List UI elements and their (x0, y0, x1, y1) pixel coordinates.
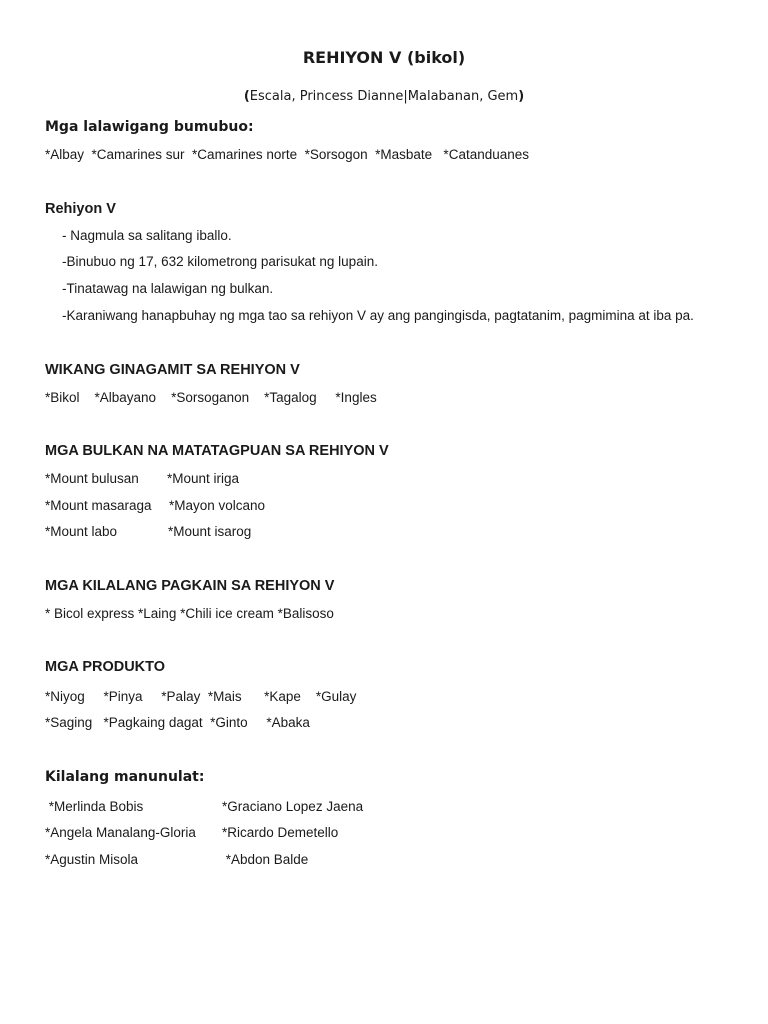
products-row: *Niyog *Pinya *Palay *Mais *Kape *Gulay (45, 689, 357, 704)
region-fact: -Tinatawag na lalawigan ng bulkan. (62, 281, 274, 296)
region-fact: -Karaniwang hanapbuhay ng mga tao sa rehiyon V ay ang pangingisda, pagtatanim, pagmimina at iba pa. (62, 308, 694, 323)
document-title: REHIYON V (bikol) (302, 48, 466, 67)
authors-close-paren: ) (518, 89, 525, 104)
authors-line (0, 90, 768, 103)
writer-item: *Merlinda Bobis (45, 799, 144, 814)
foods-heading: MGA KILALANG PAGKAIN SA REHIYON V (45, 578, 335, 594)
volcano-item: *Mount bulusan (45, 471, 139, 486)
products-row: *Saging *Pagkaing dagat *Ginto *Abaka (45, 715, 310, 730)
writer-item: *Abdon Balde (222, 852, 309, 867)
region-fact: - Nagmula sa salitang iballo. (62, 228, 232, 243)
writer-item: *Ricardo Demetello (222, 825, 339, 840)
products-heading: MGA PRODUKTO (45, 659, 166, 675)
volcanoes-heading: MGA BULKAN NA MATATAGPUAN SA REHIYON V (45, 443, 389, 459)
provinces-heading: Mga lalawigang bumubuo: (45, 119, 254, 135)
languages-list: *Bikol *Albayano *Sorsoganon *Tagalog *Ingles (45, 390, 377, 405)
volcano-item: *Mount masaraga (45, 498, 152, 513)
volcano-item: *Mount labo (45, 524, 118, 539)
authors-names: Escala, Princess Dianne|Malabanan, Gem (249, 89, 519, 104)
writer-item: *Angela Manalang-Gloria (45, 825, 196, 840)
provinces-list: *Albay *Camarines sur *Camarines norte *Sorsogon *Masbate *Catanduanes (45, 147, 530, 162)
writer-item: *Graciano Lopez Jaena (222, 799, 364, 814)
volcano-item: *Mount isarog (168, 524, 252, 539)
volcano-item: *Mayon volcano (169, 498, 266, 513)
volcano-item: *Mount iriga (167, 471, 240, 486)
region-heading: Rehiyon V (45, 201, 116, 217)
writers-heading: Kilalang manunulat: (45, 769, 205, 785)
authors-open-paren: ( (243, 89, 250, 104)
region-fact: -Binubuo ng 17, 632 kilometrong parisukat ng lupain. (62, 254, 378, 269)
languages-heading: WIKANG GINAGAMIT SA REHIYON V (45, 362, 300, 378)
foods-list: * Bicol express *Laing *Chili ice cream *Balisoso (45, 606, 334, 621)
writer-item: *Agustin Misola (45, 852, 139, 867)
